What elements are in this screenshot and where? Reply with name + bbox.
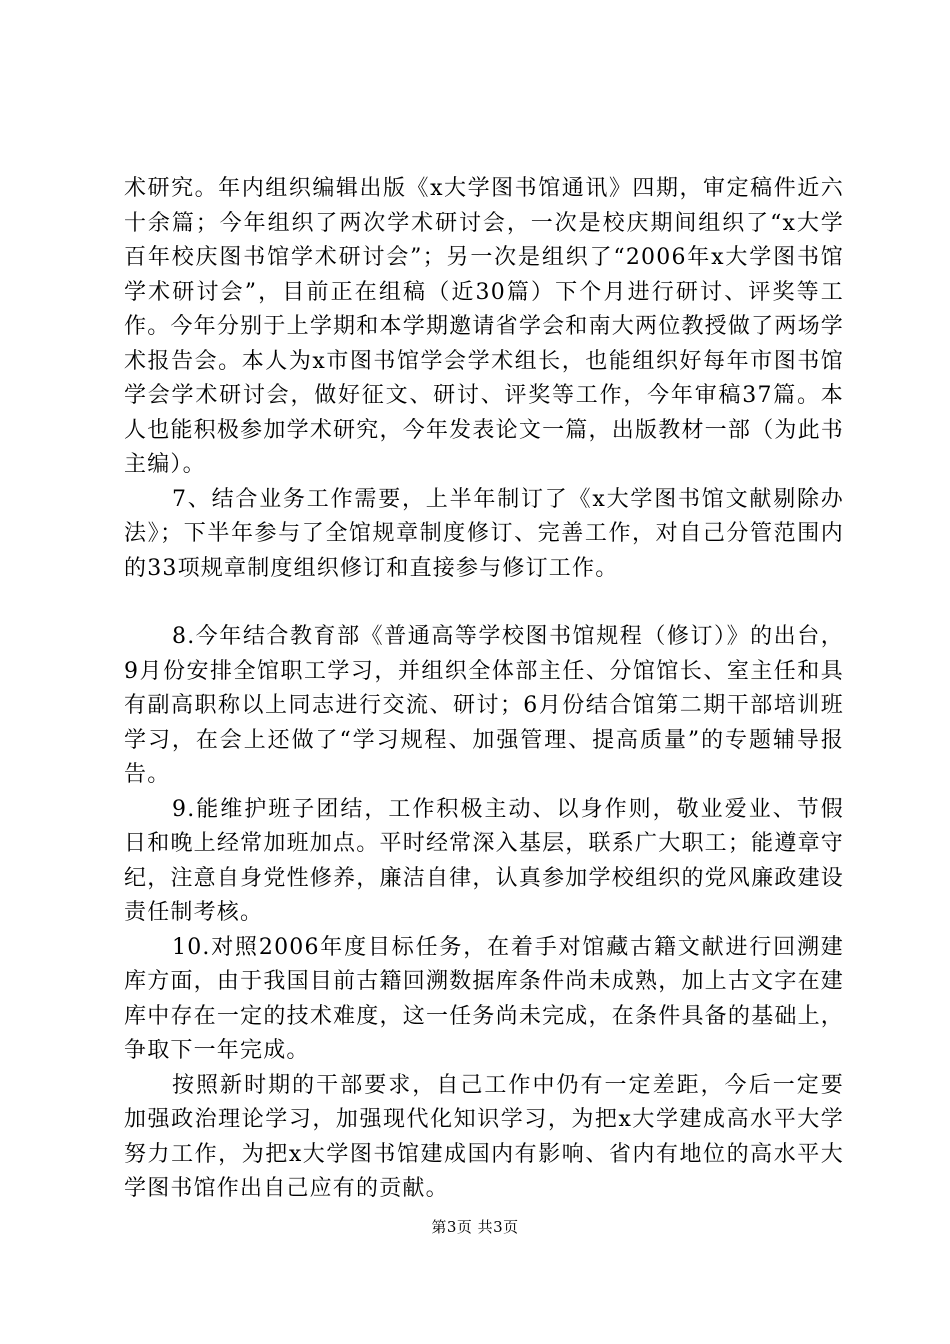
paragraph-conclusion: 按照新时期的干部要求，自己工作中仍有一定差距，今后一定要加强政治理论学习，加强现代化知识学习，为把x大学建成高水平大学努力工作，为把x大学图书馆建成国内有影响、省内有地位的高水平大学图书馆作出自己应有的贡献。 [124, 1072, 844, 1201]
paragraph-academic-research: 术研究。年内组织编辑出版《x大学图书馆通讯》四期，审定稿件近六十余篇；今年组织了两次学术研讨会，一次是校庆期间组织了“x大学百年校庆图书馆学术研讨会”；另一次是组织了“2006年x大学图书馆学术研讨会”，目前正在组稿（近30篇）下个月进行研讨、评奖等工作。今年分别于上学期和本学期邀请省学会和南大两位教授做了两场学术报告会。本人为x市图书馆学会学术组长，也能组织好每年市图书馆学会学术研讨会，做好征文、研讨、评奖等工作，今年审稿37篇。本人也能积极参加学术研究，今年发表论文一篇，出版教材一部（为此书主编）。 [124, 176, 844, 477]
page-footer: 第3页 共3页 [431, 1218, 519, 1236]
paragraph-item-7: 7、结合业务工作需要，上半年制订了《x大学图书馆文献剔除办法》；下半年参与了全馆规章制度修订、完善工作，对自己分管范围内的33项规章制度组织修订和直接参与修订工作。 [124, 486, 844, 581]
paragraph-item-8: 8.今年结合教育部《普通高等学校图书馆规程（修订）》的出台，9月份安排全馆职工学习，并组织全体部主任、分馆馆长、室主任和具有副高职称以上同志进行交流、研讨；6月份结合馆第二期干部培训班学习，在会上还做了“学习规程、加强管理、提高质量”的专题辅导报告。 [124, 624, 844, 787]
paragraph-item-9: 9.能维护班子团结，工作积极主动、以身作则，敬业爱业、节假日和晚上经常加班加点。平时经常深入基层，联系广大职工；能遵章守纪，注意自身党性修养，廉洁自律，认真参加学校组织的党风廉政建设责任制考核。 [124, 796, 844, 925]
paragraph-item-10: 10.对照2006年度目标任务，在着手对馆藏古籍文献进行回溯建库方面，由于我国目前古籍回溯数据库条件尚未成熟，加上古文字在建库中存在一定的技术难度，这一任务尚未完成，在条件具备的基础上，争取下一年完成。 [124, 934, 844, 1063]
document-body [124, 172, 844, 1207]
